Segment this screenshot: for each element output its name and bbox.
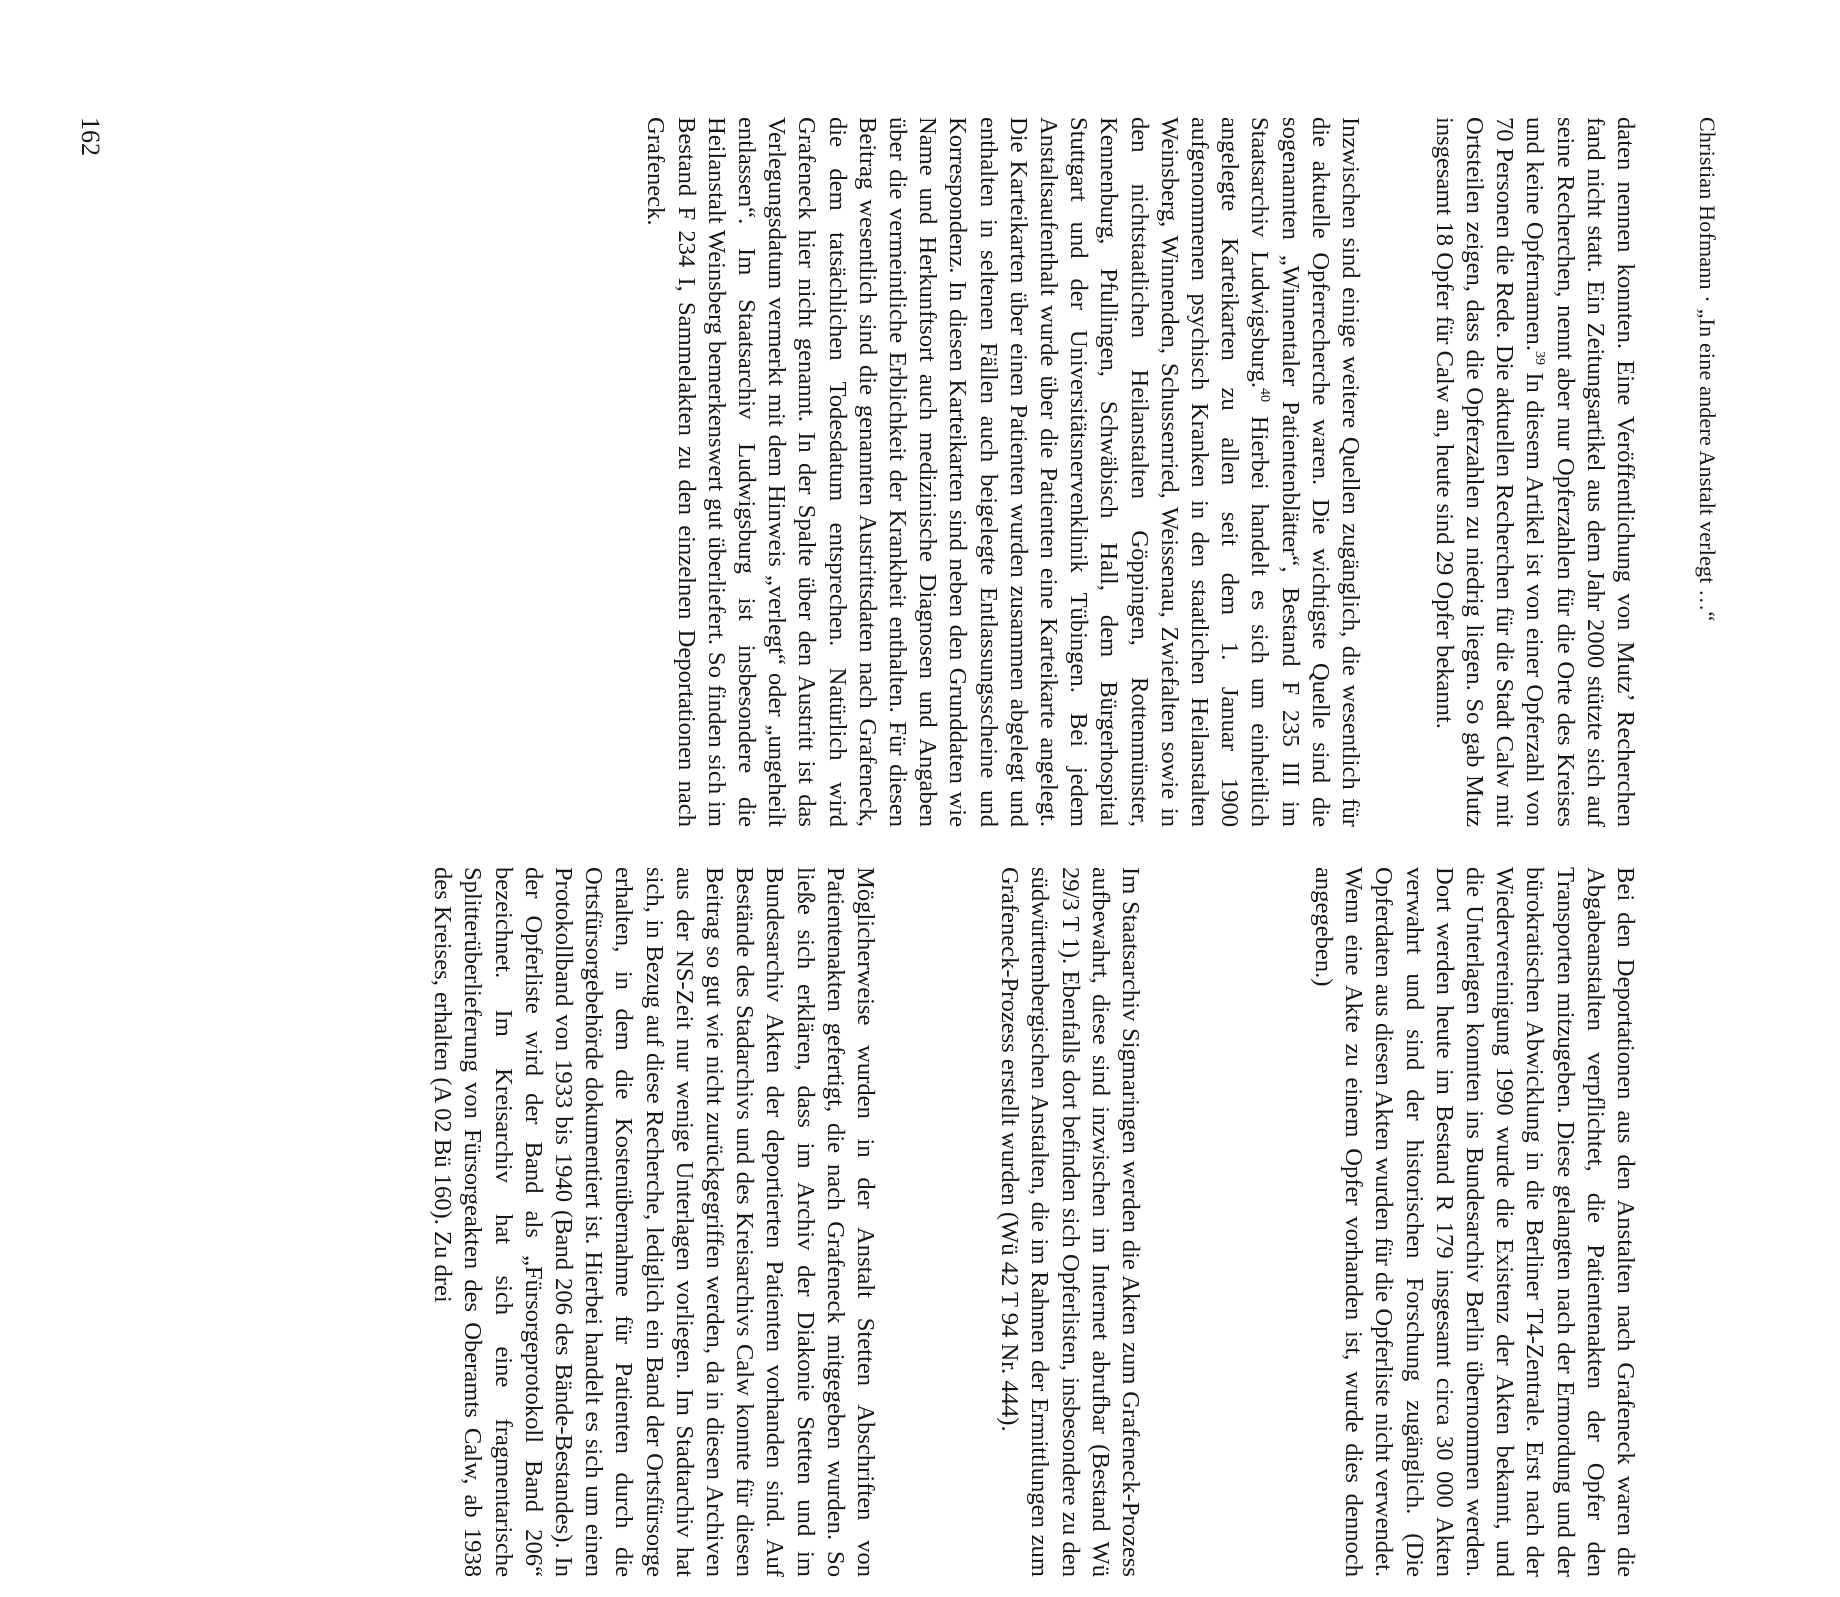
paragraph-2-text-a: Inzwischen sind einige weitere Quellen zugänglich, die wesentlich für die aktuelle Opferrecherche waren. Die wichtigste Quelle sind die sogenannten „Winnentaler Patientenblätter“, Bestand F 235 III im Staatsarchiv Ludwigsburg. [1246,117,1364,827]
paragraph-1-text-b: In diesem Artikel ist von einer Opferzahl von 70 Personen die Rede. Die aktuellen Recherchen für die Stadt Calw mit Ortsteilen zeigen, dass die Opferzahlen zu niedrig liegen. So gab Mutz insgesamt 18 Opfer für Calw an, heute sind 29 Opfer bekannt. [1430,117,1549,827]
paragraph-1 [1429,117,1640,827]
paragraph-2 [640,117,1365,827]
footnote-reference-40: 40 [1257,387,1273,402]
paragraph-5: Möglicherweise wurden in der Anstalt Stetten Abschriften von Patientenakten gefertigt, die nach Grafeneck mitgegeben wurden. So ließe sich erklären, dass im Archiv der Diakonie Stetten und im Bundesarchiv Akten der deportierten Patienten vorhanden sind. Auf Bestände des Stadarchivs und des Kreisarchivs Calw konnte für diesen Beitrag so gut wie nicht zurückgegriffen werden, da in diesen Archiven aus der NS-Zeit nur wenige Unterlagen vorliegen. Im Stadtarchiv hat sich, in Bezug auf diese Recherche, lediglich ein Band der Ortsfürsorge erhalten, in dem die Kostenübernahme für Patienten durch die Ortsfürsorgebehörde dokumentiert ist. Hierbei handelt es sich um einen Protokollband von 1933 bis 1940 (Band 206 des Bände-Bestandes). In der Opferliste wird der Band als „Fürsorgeprotokoll Band 206“ bezeichnet. Im Kreisarchiv hat sich eine fragmentarische Splitterüberlieferung von Fürsorgeakten des Oberamts Calw, ab 1938 des Kreises, erhalten (A 02 Bü 160). Zu drei [429,867,879,1577]
footnote-reference-39: 39 [1532,350,1548,365]
paragraph-1-text-a: daten nennen konnten. Eine Veröffentlichung von Mutz’ Recherchen fand nicht statt. Ein Zeitungsartikel aus dem Jahr 2000 stützte sich auf seine Recherchen, nennt aber nur Opferzahlen für die Orte des Kreises und keine Opfernamen. [1521,117,1639,827]
running-header: Christian Hofmann · „In eine andere Anstalt verlegt …“ [1695,117,1720,622]
paragraph-3: Bei den Deportationen aus den Anstalten nach Grafeneck waren die Abgabeanstalten verpflichtet, die Patientenakten der Opfer den Transporten mitzugeben. Diese gelangten nach der Ermordung und der bürokratischen Abwicklung in die Berliner T4-Zentrale. Erst nach der Wiedervereinigung 1990 wurde die Existenz der Akten bekannt, und die Unterlagen konnten ins Bundesarchiv Berlin übernommen werden. Dort werden heute im Bestand R 179 insgesamt circa 30 000 Akten verwahrt und sind der historischen Forschung zugänglich. (Die Opferdaten aus diesen Akten wurden für die Opferliste nicht verwendet. Wenn eine Akte zu einem Opfer vorhanden ist, wurde dies dennoch angegeben.) [1309,867,1639,1577]
paragraph-4: Im Staatsarchiv Sigmaringen werden die Akten zum Grafeneck-Prozess aufbewahrt, diese sind inzwischen im Internet abrufbar (Bestand Wü 29/3 T 1). Ebenfalls dort befinden sich Opferlisten, insbesondere zu den südwürttembergischen Anstalten, die im Rahmen der Ermittlungen zum Grafeneck-Prozess erstellt wurden (Wü 42 T 94 Nr. 444). [996,867,1144,1577]
page-number: 162 [76,117,105,156]
paragraph-2-text-b: Hierbei handelt es sich um einheitlich angelegte Karteikarten zu allen seit dem 1. Januar 1900 aufgenommenen psychisch Kranken in den staatlichen Heilanstalten Weinsberg, Winnenden, Schussenried, Weissenau, Zwiefalten sowie in den nichtstaatlichen Heilanstalten Göppingen, Rottenmünster, Kennenburg, Pfullingen, Schwäbisch Hall, dem Bürgerhospital Stuttgart und der Universitätsnervenklinik Tübingen. Bei jedem Anstaltsaufenthalt wurde über die Patienten eine Karteikarte angelegt. Die Karteikarten über einen Patienten wurden zusammen abgelegt und enthalten in seltenen Fällen auch beigelegte Entlassungsscheine und Korrespondenz. In diesen Karteikarten sind neben den Grunddaten wie Name und Herkunftsort auch medizinische Diagnosen und Angaben über die vermeintliche Erblichkeit der Krankheit enthalten. Für diesen Beitrag wesentlich sind die genannten Austrittsdaten nach Grafeneck, die dem tatsächlichen Todesdatum entsprechen. Natürlich wird Grafeneck hier nicht genannt. In der Spalte über den Austritt ist das Verlegungsdatum vermerkt mit dem Hinweis „verlegt“ oder „ungeheilt entlassen“. Im Staatsarchiv Ludwigsburg ist insbesondere die Heilanstalt Weinsberg bemerkenswert gut überliefert. So finden sich im Bestand F 234 I, Sammelakten zu den einzelnen Deportationen nach Grafeneck. [642,117,1274,827]
